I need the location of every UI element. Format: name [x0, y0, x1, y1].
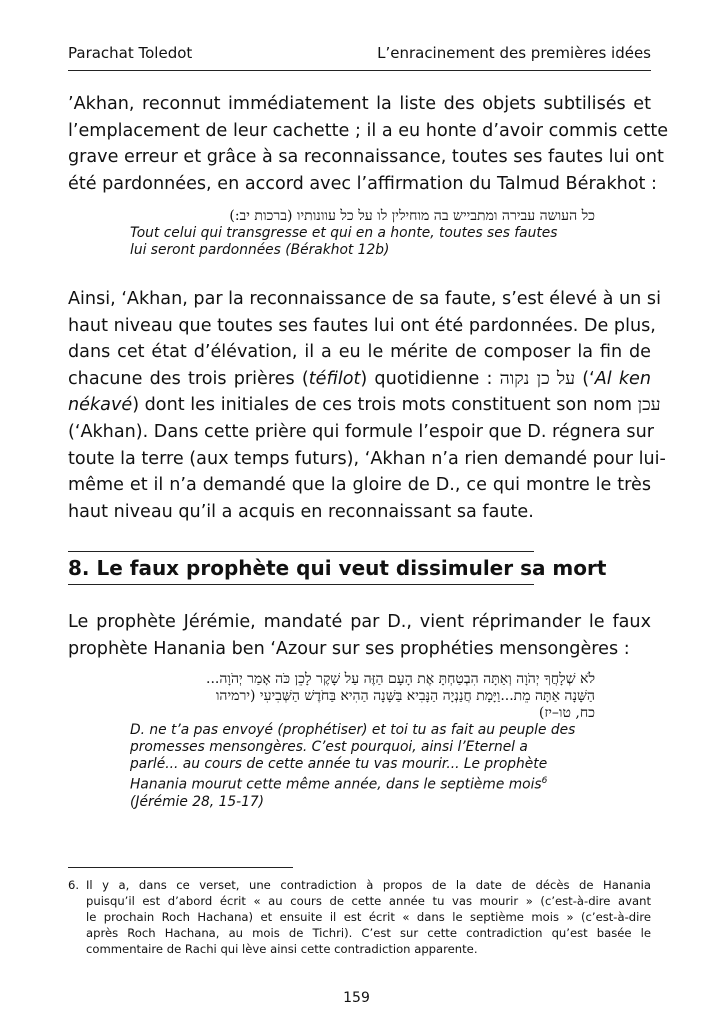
hebrew-phrase: על כן נקוה [499, 368, 576, 389]
quote-french-line: promesses mensongères. C’est pourquoi, ainsi l’Eternel a [130, 739, 528, 755]
paragraph-line: toute la terre (aux temps futurs), ‘Akhan n’a rien demandé pour lui- [68, 448, 666, 469]
quote-hebrew-line: הַשָּׁנָה אַתָּה מֵת...וַיָּמָת חֲנַנְיָה הַנָּבִיא בַּשָּׁנָה הַהִיא בַּחֹדֶשׁ הַשְּׁבִיעִי (ירמיהו [215, 688, 595, 704]
text-run: chacune des trois prières ( [68, 368, 309, 389]
quote-french-line: lui seront pardonnées (Bérakhot 12b) [130, 242, 390, 258]
quote-french-line: Tout celui qui transgresse et qui en a honte, toutes ses fautes [130, 225, 558, 241]
paragraph-line: Ainsi, ‘Akhan, par la reconnaissance de sa faute, s’est élevé à un si [68, 289, 661, 309]
running-header [68, 44, 651, 68]
paragraph-line [68, 392, 661, 419]
quote-jeremiah [130, 671, 595, 811]
footnote [68, 877, 651, 957]
footnote-rule [68, 867, 293, 868]
quote-hebrew-line: כח, טו–יז) [538, 705, 595, 721]
text-run: ) dont les initiales de ces trois mots constituent son nom [132, 395, 632, 416]
paragraph-line: haut niveau que toutes ses fautes lui ont été pardonnées. De plus, [68, 315, 656, 336]
quote-hebrew-line: לֹא שְׁלָחֲךָ יְהֹוָה וְאַתָּה הִבְטַחְתָּ אֶת הָעָם הַזֶּה עַל שָׁקֶר לָכֵן כֹּה אָמַר יְהֹוָה... [206, 671, 595, 687]
footnote-line: après Roch Hachana, au mois de Tichri). C’est sur cette contradiction qu’est basée le [86, 926, 651, 940]
footnote-line: le prochain Roch Hachana) et ensuite il est écrit « dans le septième mois » (c’est-à-dire [86, 910, 651, 924]
paragraph-3 [68, 609, 651, 662]
paragraph-line: haut niveau qu’il a acquis en reconnaissant sa faute. [68, 501, 534, 522]
paragraph-1 [68, 91, 669, 197]
paragraph-line: grave erreur et grâce à sa reconnaissance, toutes ses fautes lui ont [68, 147, 664, 168]
italic-term: nékavé [68, 395, 133, 416]
section-rule-bottom [68, 584, 534, 585]
text-run: ) quotidienne : [360, 368, 493, 389]
hebrew-word: עכן [637, 395, 661, 416]
footnote-ref[interactable]: 6 [541, 776, 548, 786]
paragraph-line: prophète Hanania ben ‘Azour sur ses prophéties mensongères : [68, 638, 630, 659]
quote-hebrew: כל העושה עבירה ומתבייש בה מוחילין לו על כל עוונותיו (ברכות יב:) [229, 208, 595, 224]
section-rule-top [68, 551, 534, 552]
quote-french-line: D. ne t’a pas envoyé (prophétiser) et toi tu as fait au peuple des [130, 722, 576, 738]
text-run: Hanania mourut cette même année, dans le septième mois [130, 776, 542, 793]
quote-french-line [130, 773, 595, 794]
paragraph-line: ’Akhan, reconnut immédiatement la liste des objets subtilisés et [68, 94, 651, 114]
quote-reference: (Jérémie 28, 15-17) [130, 793, 265, 810]
section-heading: 8. Le faux prophète qui veut dissimuler sa mort [68, 556, 607, 580]
footnote-number: 6. [68, 878, 80, 892]
footnote-line: Il y a, dans ce verset, une contradiction à propos de la date de décès de Hanania [86, 878, 651, 892]
paragraph-line: (‘Akhan). Dans cette prière qui formule l’espoir que D. régnera sur [68, 421, 654, 442]
paragraph-line: même et il n’a demandé que la gloire de D., ce qui montre le très [68, 475, 651, 496]
quote-french-line: parlé... au cours de cette année tu vas mourir... Le prophète [130, 756, 548, 772]
footnote-line: puisqu’il est d’abord écrit « au cours de cette année tu vas mourir » (c’est-à-dire avant [86, 894, 651, 908]
paragraph-line [68, 366, 651, 393]
header-left: Parachat Toledot [68, 44, 193, 62]
paragraph-2 [68, 286, 666, 525]
italic-term: Al ken [594, 368, 652, 389]
italic-term: téfilot [308, 368, 361, 389]
paragraph-line: Le prophète Jérémie, mandaté par D., vient réprimander le faux [68, 612, 651, 632]
text-run: (‘ [582, 368, 595, 389]
header-rule [68, 70, 651, 71]
paragraph-line: dans cet état d’élévation, il a eu le mérite de composer la fin de [68, 342, 651, 363]
header-right: L’enracinement des premières idées [377, 44, 651, 62]
quote-talmud [130, 208, 595, 259]
paragraph-line: l’emplacement de leur cachette ; il a eu honte d’avoir commis cette [68, 120, 669, 141]
footnote-line: commentaire de Rachi qui lève ainsi cette contradiction apparente. [86, 942, 478, 956]
page-number: 159 [343, 990, 370, 1006]
paragraph-line: été pardonnées, en accord avec l’affirmation du Talmud Bérakhot : [68, 173, 657, 194]
